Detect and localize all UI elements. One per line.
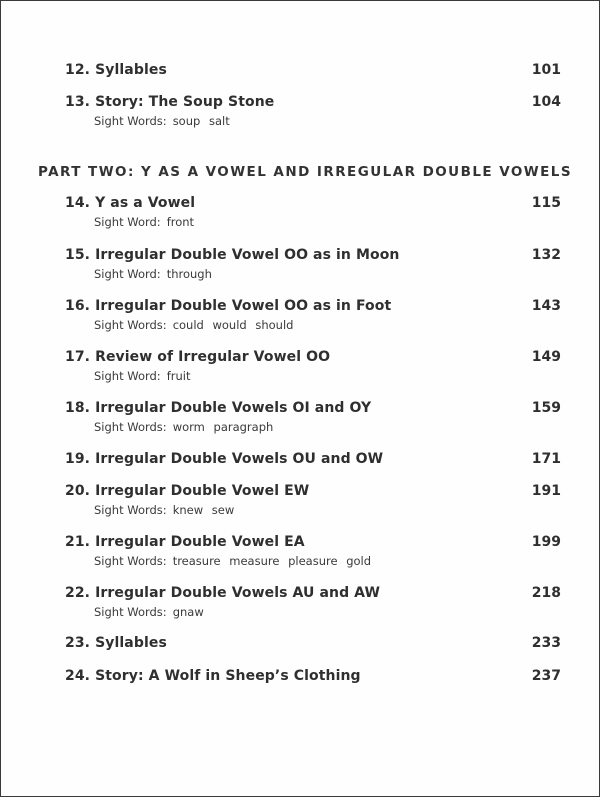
entry-title: 22. Irregular Double Vowels AU and AW [65, 585, 381, 601]
entry-title: 16. Irregular Double Vowel OO as in Foot [65, 298, 392, 314]
sight-words-list: treasure measure pleasure gold [172, 554, 372, 568]
sight-words [94, 114, 230, 128]
entry-title: 13. Story: The Soup Stone [65, 94, 275, 110]
sight-words [94, 420, 273, 434]
sight-words-list: soup salt [172, 114, 230, 128]
entry-page-number: 171 [531, 451, 561, 467]
entry-page-number: 115 [531, 195, 561, 211]
sight-words-label: Sight Word: [94, 215, 161, 229]
sight-words-list: front [166, 215, 195, 229]
entry-title: 12. Syllables [65, 62, 167, 78]
entry-title: 15. Irregular Double Vowel OO as in Moon [65, 247, 400, 263]
sight-words-label: Sight Word: [94, 369, 161, 383]
entry-page-number: 199 [531, 534, 561, 550]
sight-words [94, 267, 212, 281]
sight-words-list: gnaw [172, 605, 204, 619]
entry-page-number: 159 [531, 400, 561, 416]
sight-words-label: Sight Words: [94, 503, 167, 517]
sight-words-list: fruit [166, 369, 191, 383]
entry-page-number: 149 [531, 349, 561, 365]
entry-title: 18. Irregular Double Vowels OI and OY [65, 400, 372, 416]
entry-title: 24. Story: A Wolf in Sheep’s Clothing [65, 668, 361, 684]
sight-words-label: Sight Words: [94, 605, 167, 619]
entry-title: 20. Irregular Double Vowel EW [65, 483, 310, 499]
sight-words [94, 369, 190, 383]
entry-page-number: 143 [531, 298, 561, 314]
sight-words [94, 503, 234, 517]
entry-title: 14. Y as a Vowel [65, 195, 196, 211]
sight-words-label: Sight Words: [94, 420, 167, 434]
entry-page-number: 237 [531, 668, 561, 684]
entry-title: 21. Irregular Double Vowel EA [65, 534, 305, 550]
entry-page-number: 218 [531, 585, 561, 601]
entry-page-number: 233 [531, 635, 561, 651]
entry-title: 17. Review of Irregular Vowel OO [65, 349, 331, 365]
entry-page-number: 132 [531, 247, 561, 263]
sight-words [94, 605, 204, 619]
sight-words-label: Sight Word: [94, 267, 161, 281]
sight-words-label: Sight Words: [94, 114, 167, 128]
sight-words [94, 554, 371, 568]
sight-words-list: could would should [172, 318, 294, 332]
entry-title: 23. Syllables [65, 635, 167, 651]
part-two-heading: PART TWO: Y AS A VOWEL AND IRREGULAR DOUBLE VOWELS [38, 164, 573, 180]
sight-words-list: through [166, 267, 212, 281]
entry-page-number: 191 [531, 483, 561, 499]
sight-words-label: Sight Words: [94, 318, 167, 332]
sight-words-list: knew sew [172, 503, 235, 517]
sight-words [94, 318, 293, 332]
sight-words-label: Sight Words: [94, 554, 167, 568]
entry-page-number: 101 [531, 62, 561, 78]
entry-page-number: 104 [531, 94, 561, 110]
sight-words-list: worm paragraph [172, 420, 274, 434]
entry-title: 19. Irregular Double Vowels OU and OW [65, 451, 384, 467]
sight-words [94, 215, 194, 229]
